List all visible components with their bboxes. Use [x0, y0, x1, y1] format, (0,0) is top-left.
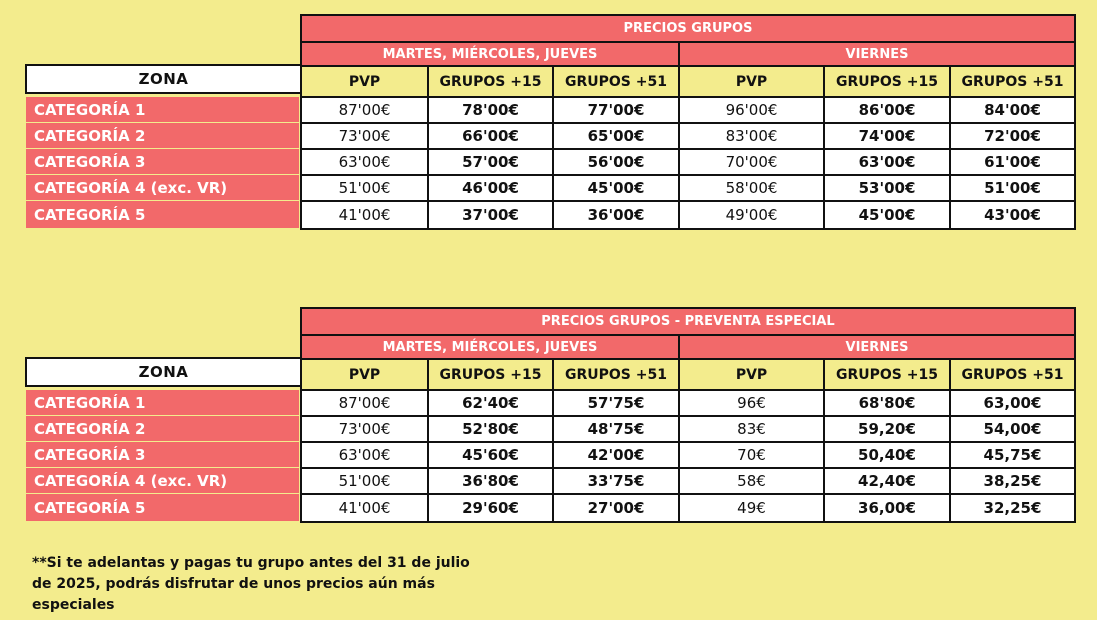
price-cell: 66'00€	[427, 122, 554, 150]
price-cell: 45'60€	[427, 441, 554, 469]
price-cell: 48'75€	[552, 415, 680, 443]
price-cell: 51'00€	[300, 467, 429, 495]
price-cell: 57'00€	[427, 148, 554, 176]
table-title: PRECIOS GRUPOS	[300, 14, 1076, 43]
table-title: PRECIOS GRUPOS - PREVENTA ESPECIAL	[300, 307, 1076, 336]
category-label: CATEGORÍA 3	[25, 148, 300, 175]
price-cell: 61'00€	[949, 148, 1076, 176]
price-cell: 84'00€	[949, 96, 1076, 124]
price-cell: 49'00€	[678, 200, 825, 230]
column-header: GRUPOS +51	[949, 358, 1076, 391]
price-cell: 87'00€	[300, 389, 429, 417]
price-cell: 74'00€	[823, 122, 951, 150]
zona-header: ZONA	[25, 357, 302, 387]
column-header: PVP	[678, 65, 825, 98]
column-header: GRUPOS +51	[552, 358, 680, 391]
price-cell: 96'00€	[678, 96, 825, 124]
price-cell: 41'00€	[300, 200, 429, 230]
price-cell: 43'00€	[949, 200, 1076, 230]
price-cell: 63'00€	[300, 441, 429, 469]
price-cell: 38,25€	[949, 467, 1076, 495]
category-label: CATEGORÍA 5	[25, 493, 300, 522]
price-cell: 62'40€	[427, 389, 554, 417]
price-cell: 57'75€	[552, 389, 680, 417]
column-header: GRUPOS +15	[823, 358, 951, 391]
category-label: CATEGORÍA 3	[25, 441, 300, 468]
price-cell: 63'00€	[300, 148, 429, 176]
category-label: CATEGORÍA 5	[25, 200, 300, 229]
price-cell: 37'00€	[427, 200, 554, 230]
price-cell: 65'00€	[552, 122, 680, 150]
price-cell: 63'00€	[823, 148, 951, 176]
price-cell: 50,40€	[823, 441, 951, 469]
price-cell: 96€	[678, 389, 825, 417]
column-header: PVP	[678, 358, 825, 391]
price-cell: 36,00€	[823, 493, 951, 523]
price-cell: 86'00€	[823, 96, 951, 124]
price-cell: 42'00€	[552, 441, 680, 469]
price-cell: 56'00€	[552, 148, 680, 176]
price-cell: 46'00€	[427, 174, 554, 202]
price-cell: 68'80€	[823, 389, 951, 417]
price-cell: 42,40€	[823, 467, 951, 495]
category-label: CATEGORÍA 2	[25, 122, 300, 149]
price-cell: 72'00€	[949, 122, 1076, 150]
price-cell: 59,20€	[823, 415, 951, 443]
price-cell: 83'00€	[678, 122, 825, 150]
price-cell: 33'75€	[552, 467, 680, 495]
price-cell: 32,25€	[949, 493, 1076, 523]
price-cell: 63,00€	[949, 389, 1076, 417]
price-cell: 58€	[678, 467, 825, 495]
price-cell: 54,00€	[949, 415, 1076, 443]
price-cell: 45,75€	[949, 441, 1076, 469]
price-cell: 53'00€	[823, 174, 951, 202]
price-cell: 78'00€	[427, 96, 554, 124]
day-group-weekday: MARTES, MIÉRCOLES, JUEVES	[300, 334, 680, 360]
day-group-weekday: MARTES, MIÉRCOLES, JUEVES	[300, 41, 680, 67]
price-cell: 51'00€	[300, 174, 429, 202]
price-cell: 27'00€	[552, 493, 680, 523]
zona-header: ZONA	[25, 64, 302, 94]
price-cell: 45'00€	[552, 174, 680, 202]
footnote: **Si te adelantas y pagas tu grupo antes del 31 de julio de 2025, podrás disfrutar de unos precios aún más especiales	[32, 555, 470, 613]
category-label: CATEGORÍA 1	[25, 96, 300, 123]
column-header: GRUPOS +51	[949, 65, 1076, 98]
price-cell: 73'00€	[300, 415, 429, 443]
price-cell: 70'00€	[678, 148, 825, 176]
category-label: CATEGORÍA 4 (exc. VR)	[25, 467, 300, 494]
day-group-friday: VIERNES	[678, 41, 1076, 67]
price-cell: 58'00€	[678, 174, 825, 202]
price-cell: 29'60€	[427, 493, 554, 523]
price-cell: 51'00€	[949, 174, 1076, 202]
column-header: GRUPOS +51	[552, 65, 680, 98]
column-header: GRUPOS +15	[427, 358, 554, 391]
price-cell: 41'00€	[300, 493, 429, 523]
category-label: CATEGORÍA 1	[25, 389, 300, 416]
column-header: GRUPOS +15	[823, 65, 951, 98]
category-label: CATEGORÍA 2	[25, 415, 300, 442]
price-cell: 36'00€	[552, 200, 680, 230]
price-cell: 70€	[678, 441, 825, 469]
column-header: PVP	[300, 358, 429, 391]
price-cell: 73'00€	[300, 122, 429, 150]
price-cell: 87'00€	[300, 96, 429, 124]
price-cell: 36'80€	[427, 467, 554, 495]
price-cell: 52'80€	[427, 415, 554, 443]
price-cell: 45'00€	[823, 200, 951, 230]
category-label: CATEGORÍA 4 (exc. VR)	[25, 174, 300, 201]
day-group-friday: VIERNES	[678, 334, 1076, 360]
column-header: GRUPOS +15	[427, 65, 554, 98]
price-cell: 77'00€	[552, 96, 680, 124]
column-header: PVP	[300, 65, 429, 98]
price-cell: 83€	[678, 415, 825, 443]
price-cell: 49€	[678, 493, 825, 523]
